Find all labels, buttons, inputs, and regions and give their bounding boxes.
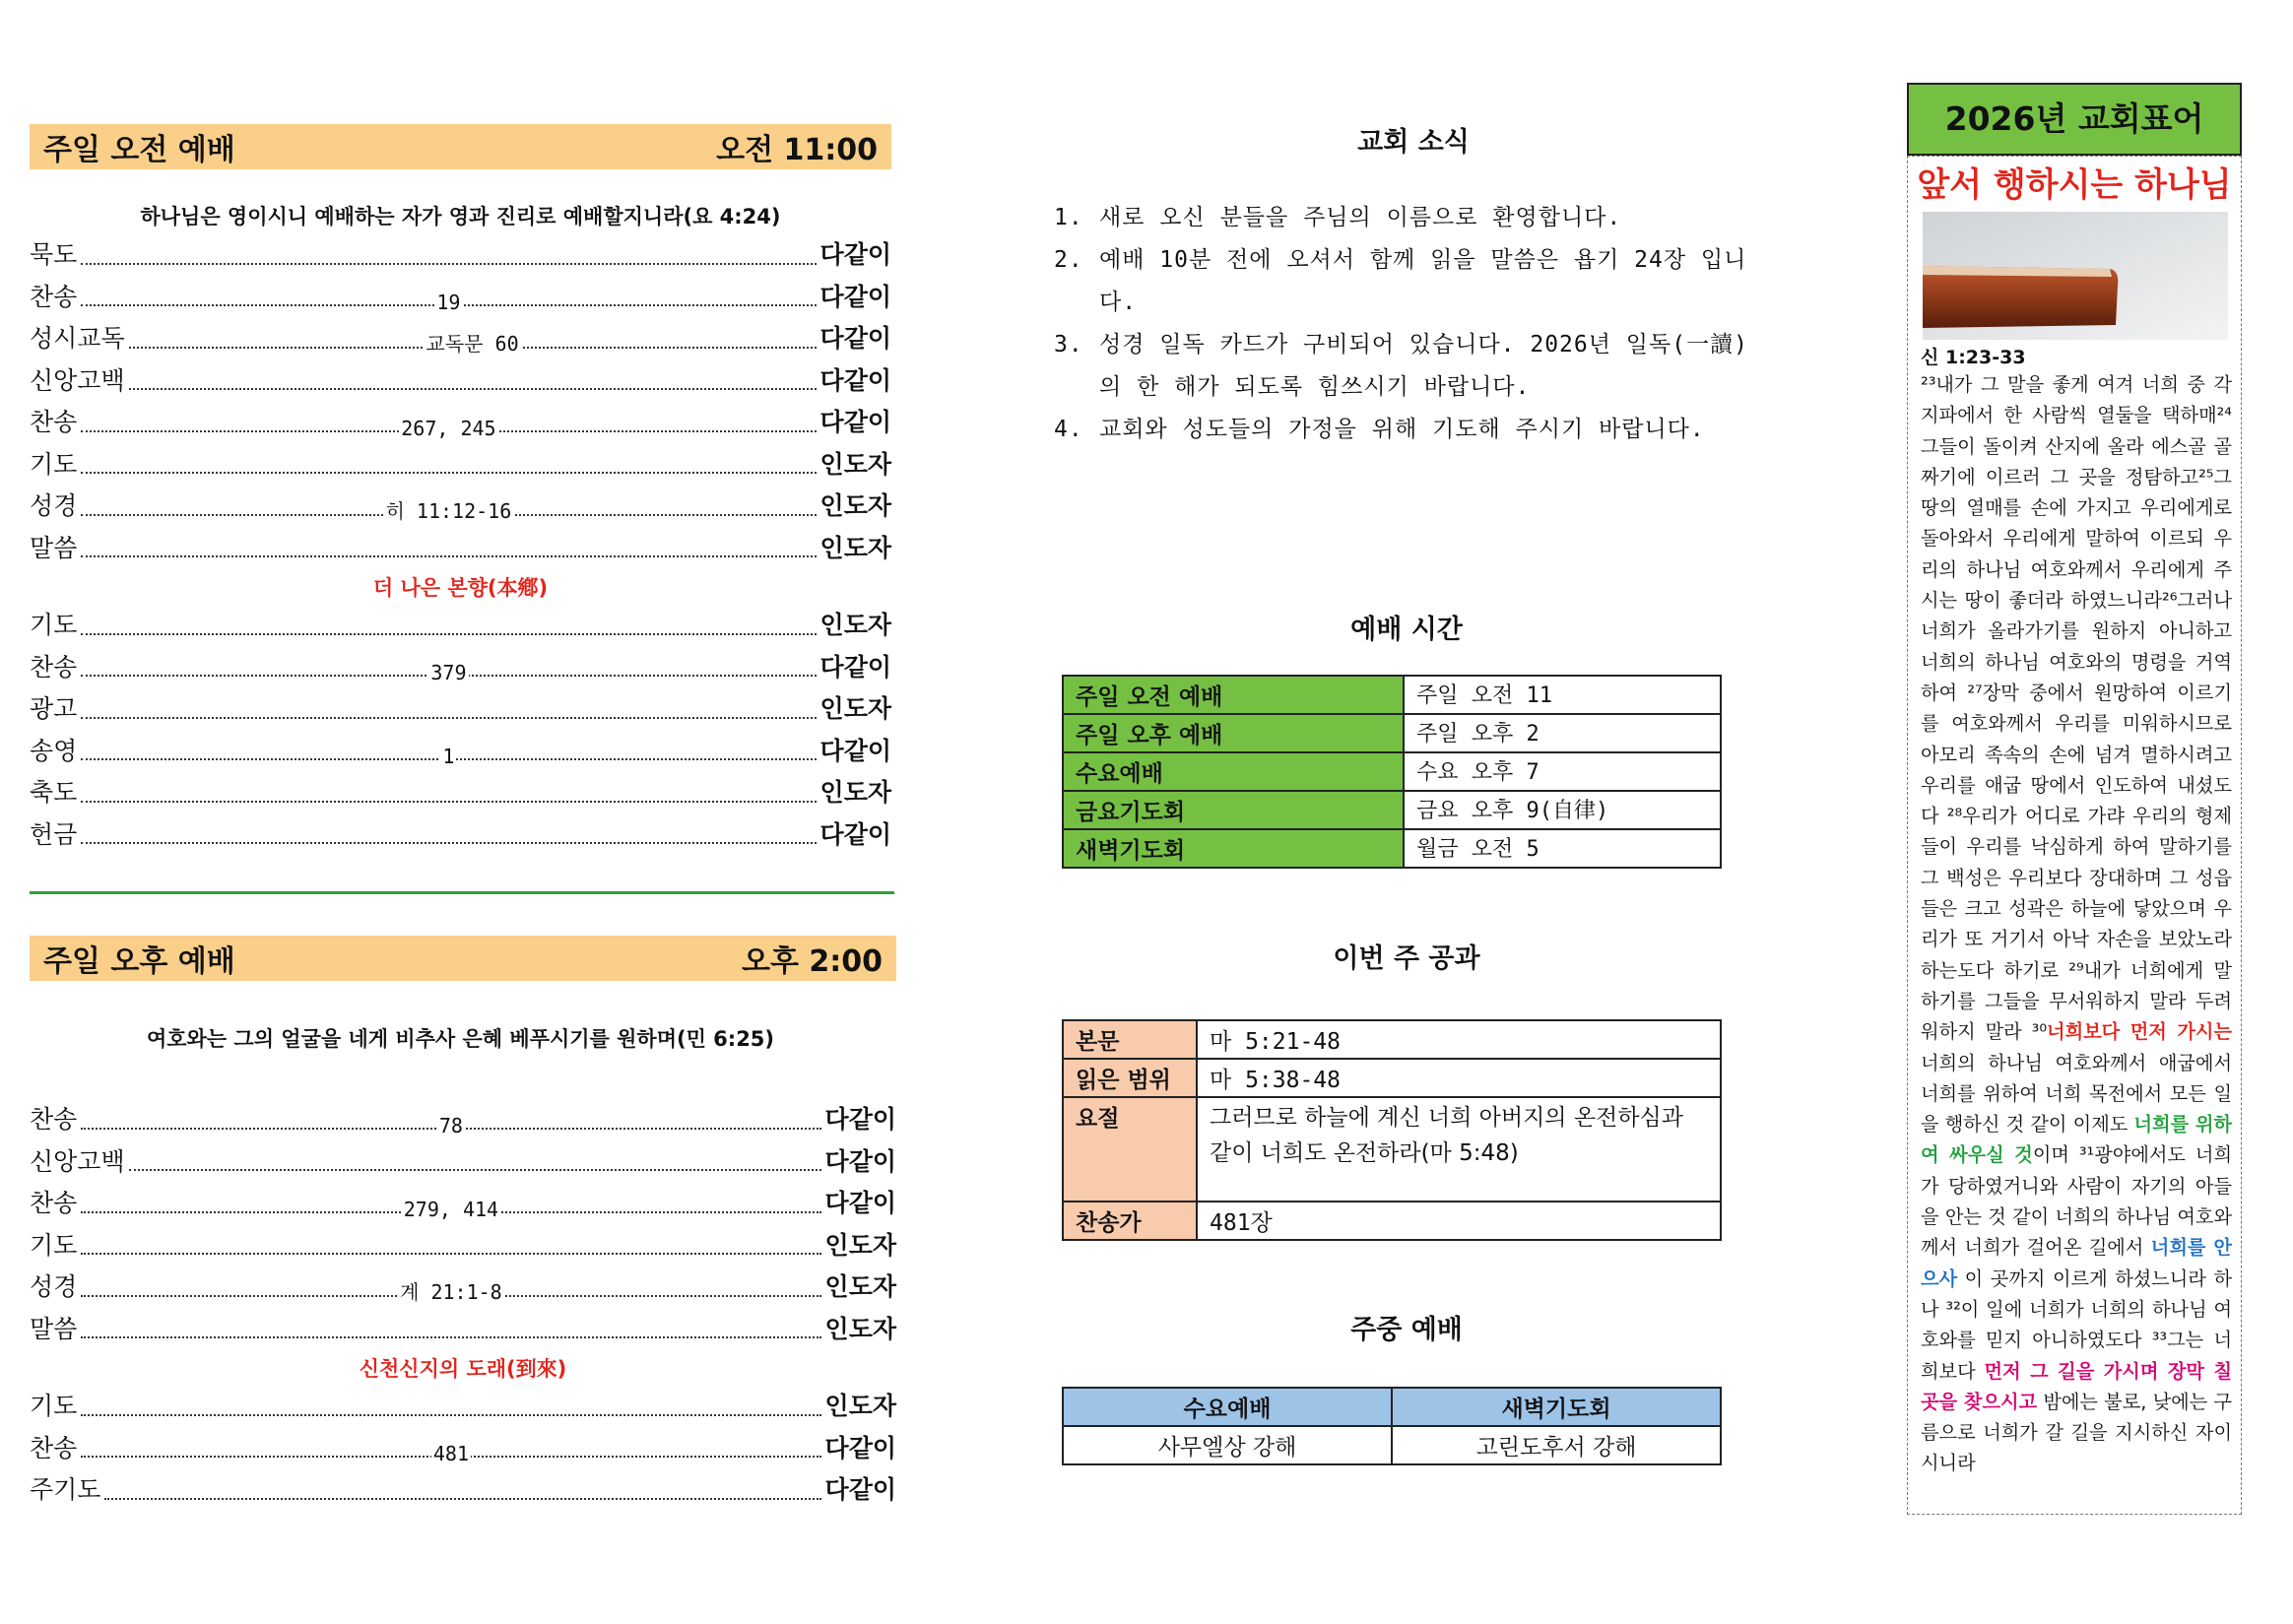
order-item-label: 말씀: [30, 533, 78, 562]
order-item-leader: 다같이: [819, 240, 891, 269]
highlighted-phrase: 너희보다 먼저 가시는: [2047, 1020, 2232, 1044]
order-item-leader: 인도자: [819, 694, 891, 723]
order-row: [30, 1470, 896, 1513]
afternoon-order-list: [30, 1100, 896, 1513]
news-item-number: 4.: [1054, 417, 1083, 442]
order-row: [30, 689, 891, 732]
order-row: [30, 815, 891, 858]
order-item-label: 광고: [30, 694, 78, 723]
times-service-time: 수요 오후 7: [1404, 752, 1721, 791]
order-row: [30, 1429, 896, 1471]
dotted-leader: [81, 554, 816, 557]
order-row: [30, 487, 891, 529]
order-row: [30, 403, 891, 445]
order-row: [30, 278, 891, 320]
times-service-name: 새벽기도회: [1063, 829, 1404, 868]
scripture-segment: 밤에는 불로, 낮에는 구름으로 너희가 갈 길을 지시하신 자이시니라: [1921, 1390, 2233, 1475]
order-item-label: 기도: [30, 1392, 78, 1420]
service-times-table: [1062, 675, 1722, 869]
lesson-title: 이번 주 공과: [1333, 943, 1480, 974]
times-title: 예배 시간: [1350, 615, 1463, 645]
order-row: [30, 235, 891, 278]
times-service-name: 주일 오전 예배: [1063, 676, 1404, 714]
dotted-leader: [81, 661, 816, 685]
morning-order-list: [30, 235, 891, 857]
section-divider: [30, 891, 894, 894]
scripture-segment: ²³내가 그 말을 좋게 여겨 너희 중 각 지파에서 한 사람씩 열둘을 택하매²⁴그들이 돌이켜 산지에 올라 에스골 골짜기에 이르러 그 곳을 정탐하고²⁵그 땅의 열매를 손에 가지고 우리에게로 돌아와서 우리에게 말하여 이르되 우리의 하나님 여호와께서 우리에게 주시는 땅이 좋더라 하였느니라²⁶그러나 너희가 올라가기를 원하지 아니하고 너희의 하나님 여호와의 명령을 거역하여 ²⁷장막 중에서 원망하여 이르기를 여호와께서 우리를 미워하시므로 아모리 족속의 손에 넘겨 멸하시려고 우리를 애굽 땅에서 인도하여 내셨도다 ²⁸우리가 어디로 가랴 우리의 형제들이 우리를 낙심하게 하여 말하기를 그 백성은 우리보다 장대하며 그 성읍들은 크고 성곽은 하늘에 닿았으며 우리가 또 거기서 아낙 자손을 보았노라 하는도다 하기로 ²⁹내가 너희에게 말하기를 그들을 무서워하지 말라 두려워하지 말라 ³⁰: [1921, 373, 2232, 1044]
news-item: [1054, 324, 1763, 409]
lesson-key: 요절: [1063, 1097, 1197, 1202]
motto-header: 2026년 교회표어: [1907, 83, 2242, 156]
news-item-number: 2.: [1054, 247, 1083, 273]
dotted-leader: [81, 416, 816, 440]
order-item-leader: 다같이: [819, 819, 891, 849]
lesson-value: 그러므로 하늘에 계신 너희 아버지의 온전하심과 같이 너희도 온전하라(마 5:48): [1197, 1097, 1721, 1202]
order-item-label: 성경: [30, 491, 78, 520]
dotted-leader: [81, 1252, 820, 1255]
order-row: [30, 529, 891, 571]
weekday-header-wed: 수요예배: [1063, 1388, 1392, 1426]
order-item-leader: 인도자: [824, 1272, 896, 1301]
order-item-leader: 다같이: [819, 365, 891, 395]
highlighted-phrase: 먼저 그 길을 가시며 장막 칠 곳을 찾으시고: [1921, 1359, 2232, 1413]
order-item-leader: 다같이: [819, 408, 891, 436]
news-item-number: 3.: [1054, 332, 1083, 357]
order-item-label: 주기도: [30, 1475, 101, 1504]
times-row: [1063, 829, 1721, 868]
order-item-leader: 인도자: [824, 1392, 896, 1420]
order-row: [30, 361, 891, 404]
order-row: [30, 606, 891, 648]
order-row: [30, 1142, 896, 1185]
order-row: [30, 1226, 896, 1268]
news-list: [1054, 197, 1763, 451]
news-item: [1054, 239, 1763, 324]
order-item-label: 기도: [30, 449, 78, 479]
times-service-time: 주일 오전 11: [1404, 676, 1721, 714]
order-row: [30, 1100, 896, 1142]
order-item-label: 성경: [30, 1272, 78, 1301]
order-item-leader: 인도자: [819, 449, 891, 479]
times-row: [1063, 791, 1721, 829]
lesson-row: [1063, 1020, 1721, 1059]
scripture-text: [1921, 369, 2232, 1479]
dotted-leader: [81, 1279, 820, 1304]
order-row: [30, 732, 891, 774]
order-item-label: 성시교독: [30, 324, 125, 353]
times-service-time: 월금 오전 5: [1404, 829, 1721, 868]
order-row: [30, 1184, 896, 1226]
times-service-name: 주일 오후 예배: [1063, 714, 1404, 752]
order-item-leader: 다같이: [819, 324, 891, 353]
news-item-text: 성경 일독 카드가 구비되어 있습니다. 2026년 일독(一讀)의 한 해가 되도록 힘쓰시기 바랍니다.: [1099, 332, 1748, 400]
order-item-detail: 267, 245: [401, 416, 496, 440]
lesson-row: [1063, 1097, 1721, 1202]
order-item-leader: 다같이: [824, 1146, 896, 1176]
weekday-table: [1062, 1387, 1722, 1465]
order-item-leader: 인도자: [819, 533, 891, 562]
afternoon-service-header: [30, 936, 896, 981]
lesson-value: 마 5:38-48: [1197, 1059, 1721, 1097]
order-item-label: 묵도: [30, 240, 78, 269]
order-item-detail: 78: [438, 1113, 463, 1137]
lesson-row: [1063, 1059, 1721, 1097]
weekday-header-dawn: 새벽기도회: [1392, 1388, 1721, 1426]
order-item-leader: 인도자: [824, 1230, 896, 1260]
order-item-label: 찬송: [30, 652, 78, 682]
weekday-value-dawn: 고린도후서 강해: [1392, 1426, 1721, 1464]
weekday-title: 주중 예배: [1350, 1315, 1463, 1345]
dotted-leader: [129, 331, 817, 356]
order-item-leader: 다같이: [824, 1189, 896, 1217]
order-item-label: 말씀: [30, 1314, 78, 1343]
dotted-leader: [81, 1413, 820, 1416]
dotted-leader: [81, 262, 816, 265]
order-row: [30, 1310, 896, 1352]
lesson-value: 마 5:21-48: [1197, 1020, 1721, 1059]
order-item-label: 기도: [30, 1230, 78, 1260]
order-item-leader: 다같이: [819, 736, 891, 765]
order-item-leader: 인도자: [819, 611, 891, 639]
times-service-time: 금요 오후 9(自律): [1404, 791, 1721, 829]
news-item-number: 1.: [1054, 205, 1083, 230]
lesson-key: 읽은 범위: [1063, 1059, 1197, 1097]
weekday-value-wed: 사무엘상 강해: [1063, 1426, 1392, 1464]
scripture-segment: 이며 ³¹광야에서도 너희가 당하였거니와 사람이 자기의 아들을 안는 것 같이 너희의 하나님 여호와께서 너희가 걸어온 길에서: [1921, 1143, 2232, 1260]
order-item-leader: 다같이: [824, 1475, 896, 1504]
bible-image: [1923, 212, 2228, 340]
order-item-leader: 다같이: [819, 652, 891, 682]
order-item-label: 찬송: [30, 1189, 78, 1217]
dotted-leader: [81, 716, 816, 719]
sermon-title: 더 나은 본향(本鄕): [372, 576, 549, 600]
order-item-leader: 다같이: [819, 282, 891, 311]
dotted-leader: [104, 1497, 820, 1500]
order-item-detail: 히 11:12-16: [384, 495, 514, 524]
news-item-text: 예배 10분 전에 오셔서 함께 읽을 말씀은 욥기 24장 입니다.: [1099, 247, 1747, 315]
dotted-leader: [129, 1168, 821, 1171]
order-item-detail: 481: [432, 1442, 469, 1466]
order-item-leader: 다같이: [824, 1105, 896, 1134]
order-item-detail: 279, 414: [403, 1197, 499, 1221]
order-item-detail: 19: [436, 291, 461, 315]
order-item-detail: 379: [430, 661, 467, 685]
order-item-label: 축도: [30, 778, 78, 807]
news-item: [1054, 197, 1763, 239]
lesson-key: 본문: [1063, 1020, 1197, 1059]
highlighted-phrase: 너희를 안으사: [1921, 1236, 2232, 1290]
news-item: [1054, 409, 1763, 451]
times-row: [1063, 676, 1721, 714]
lesson-value: 481장: [1197, 1202, 1721, 1240]
order-item-label: 찬송: [30, 1105, 78, 1134]
dotted-leader: [81, 498, 816, 523]
morning-service-time: 오전 11:00: [716, 133, 878, 167]
dotted-leader: [81, 745, 816, 769]
order-row: [30, 648, 891, 690]
order-item-label: 기도: [30, 611, 78, 639]
order-item-label: 송영: [30, 736, 78, 765]
order-row: [30, 319, 891, 361]
order-row: [30, 773, 891, 815]
lesson-table: [1062, 1019, 1722, 1241]
dotted-leader: [81, 291, 816, 315]
scripture-segment: 너희의 하나님 여호와께서 애굽에서 너희를 위하여 너희 목전에서 모든 일을 행하신 것 같이 이제도: [1921, 1051, 2232, 1137]
times-row: [1063, 714, 1721, 752]
times-service-name: 금요기도회: [1063, 791, 1404, 829]
order-item-detail: 계 21:1-8: [398, 1276, 504, 1305]
afternoon-service-time: 오후 2:00: [741, 944, 883, 979]
news-item-text: 새로 오신 분들을 주님의 이름으로 환영합니다.: [1099, 205, 1622, 230]
dotted-leader: [81, 800, 816, 803]
times-row: [1063, 752, 1721, 791]
dotted-leader: [81, 471, 816, 474]
highlighted-phrase: 너희를 위하여 싸우실 것: [1921, 1113, 2232, 1167]
dotted-leader: [81, 1197, 820, 1221]
dotted-leader: [81, 1442, 820, 1466]
order-item-detail: 교독문 60: [425, 328, 521, 357]
news-title: 교회 소식: [1357, 127, 1470, 158]
afternoon-verse: 여호와는 그의 얼굴을 네게 비추사 은혜 베푸시기를 원하며(민 6:25): [146, 1027, 775, 1051]
order-item-leader: 인도자: [819, 778, 891, 807]
order-row: [30, 1267, 896, 1310]
order-item-label: 찬송: [30, 282, 78, 311]
order-row: [30, 1387, 896, 1429]
news-item-text: 교회와 성도들의 가정을 위해 기도해 주시기 바랍니다.: [1099, 417, 1705, 442]
order-item-leader: 인도자: [819, 491, 891, 520]
order-item-leader: 다같이: [824, 1433, 896, 1462]
morning-service-title: 주일 오전 예배: [43, 133, 235, 167]
dotted-leader: [129, 387, 817, 390]
order-item-label: 신앙고백: [30, 1146, 125, 1176]
afternoon-service-title: 주일 오후 예배: [43, 944, 235, 979]
order-item-label: 헌금: [30, 819, 78, 849]
order-item-leader: 인도자: [824, 1314, 896, 1343]
sermon-title: 신천신지의 도래(到來): [359, 1357, 567, 1381]
scripture-reference: 신 1:23-33: [1921, 347, 2026, 368]
order-item-detail: 1: [442, 745, 455, 769]
morning-verse: 하나님은 영이시니 예배하는 자가 영과 진리로 예배할지니라(요 4:24): [140, 205, 781, 228]
dotted-leader: [81, 1335, 820, 1338]
order-item-label: 신앙고백: [30, 365, 125, 395]
times-service-name: 수요예배: [1063, 752, 1404, 791]
order-item-label: 찬송: [30, 1433, 78, 1462]
order-row: [30, 445, 891, 487]
dotted-leader: [81, 841, 816, 844]
lesson-key: 찬송가: [1063, 1202, 1197, 1240]
scripture-segment: 이 곳까지 이르게 하셨느니라 하나 ³²이 일에 너희가 너희의 하나님 여호와를 믿지 아니하였도다 ³³그는 너희보다: [1921, 1267, 2232, 1383]
lesson-row: [1063, 1202, 1721, 1240]
dotted-leader: [81, 1113, 820, 1137]
morning-service-header: [30, 124, 891, 169]
order-item-label: 찬송: [30, 408, 78, 436]
times-service-time: 주일 오후 2: [1404, 714, 1721, 752]
dotted-leader: [81, 632, 816, 635]
motto-title: 앞서 행하시는 하나님: [1917, 165, 2232, 205]
